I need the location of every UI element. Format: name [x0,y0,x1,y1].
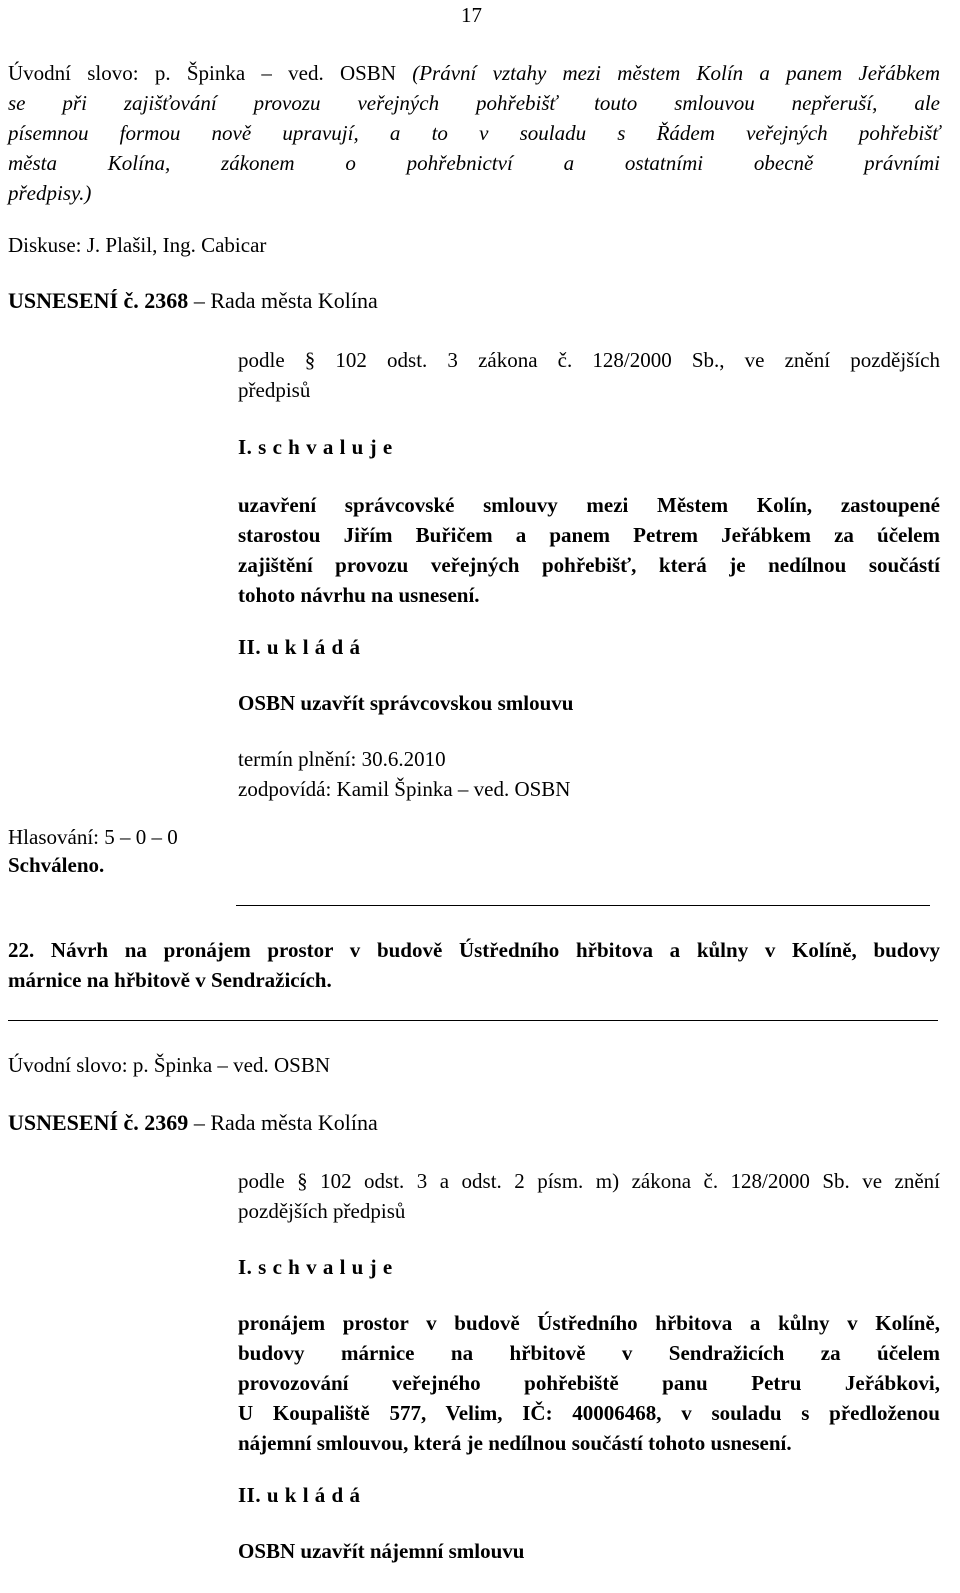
legal-basis-2369 [238,1166,940,1226]
approves-line: provozování veřejného pohřebiště panu Petru Jeřábkovi, [238,1371,940,1395]
approves-line: zajištění provozu veřejných pohřebišť, která je nedílnou součástí [238,553,940,577]
resolution-council: – Rada města Kolína [188,288,378,313]
intro-italic-line: písemnou formou nově upravují, a to v souladu s Řádem veřejných pohřebišť [8,121,940,145]
separator-line [236,905,930,906]
legal-line: pozdějších předpisů [238,1199,406,1223]
page-number: 17 [461,3,482,27]
approves-text-2368 [238,490,940,610]
intro-label: Úvodní slovo: p. Špinka – ved. OSBN [8,61,396,85]
result-2368: Schváleno. [8,853,105,877]
resolution-council: – Rada města Kolína [188,1110,378,1135]
approves-line: starostou Jiřím Buřičem a panem Petrem Jeřábkem za účelem [238,523,940,547]
resolution-number: USNESENÍ č. 2368 [8,288,189,313]
legal-line: předpisů [238,378,311,402]
intro-italic-line: předpisy.) [8,181,92,205]
agenda-item-line: 22. Návrh na pronájem prostor v budově Ústředního hřbitova a kůlny v Kolíně, budovy [8,938,940,962]
legal-basis-2368 [238,345,940,405]
resolution-heading-2369 [8,1108,378,1138]
legal-line: podle § 102 odst. 3 zákona č. 128/2000 Sb., ve znění pozdějších [238,348,940,372]
orders-heading-2368: II. u k l á d á [238,635,361,659]
intro-paragraph-1 [8,58,940,208]
legal-line: podle § 102 odst. 3 a odst. 2 písm. m) zákona č. 128/2000 Sb. ve znění [238,1169,940,1193]
intro-paragraph-2: Úvodní slovo: p. Špinka – ved. OSBN [8,1053,331,1077]
approves-line: uzavření správcovské smlouvy mezi Městem Kolín, zastoupené [238,493,940,517]
approves-text-2369 [238,1308,940,1458]
approves-line: nájemní smlouvou, která je nedílnou součástí tohoto usnesení. [238,1431,792,1455]
orders-text-2369: OSBN uzavřít nájemní smlouvu [238,1539,525,1563]
approves-line: tohoto návrhu na usnesení. [238,583,480,607]
vote-2368: Hlasování: 5 – 0 – 0 [8,825,178,849]
intro-italic-line: se při zajišťování provozu veřejných pohřebišť touto smlouvou nepřeruší, ale [8,91,940,115]
approves-heading-2369: I. s c h v a l u j e [238,1255,393,1279]
separator-line [8,1020,938,1021]
approves-line: pronájem prostor v budově Ústředního hřbitova a kůlny v Kolíně, [238,1311,940,1335]
approves-line: budovy márnice na hřbitově v Sendražicích za účelem [238,1341,940,1365]
intro-italic-line: města Kolína, zákonem o pohřebnictví a ostatními obecně právními [8,151,940,175]
agenda-item-line: márnice na hřbitově v Sendražicích. [8,968,332,992]
approves-line: U Koupaliště 577, Velim, IČ: 40006468, v souladu s předloženou [238,1401,940,1425]
resolution-number: USNESENÍ č. 2369 [8,1110,189,1135]
intro-italic-line: (Právní vztahy mezi městem Kolín a panem Jeřábkem [412,61,940,85]
orders-heading-2369: II. u k l á d á [238,1483,361,1507]
resolution-heading-2368 [8,286,378,316]
orders-text-2368: OSBN uzavřít správcovskou smlouvu [238,691,574,715]
discussion-line: Diskuse: J. Plašil, Ing. Cabicar [8,233,267,257]
agenda-item-22 [8,935,940,995]
deadline-2368: termín plnění: 30.6.2010 [238,747,446,771]
approves-heading-2368: I. s c h v a l u j e [238,435,393,459]
responsible-2368: zodpovídá: Kamil Špinka – ved. OSBN [238,777,571,801]
